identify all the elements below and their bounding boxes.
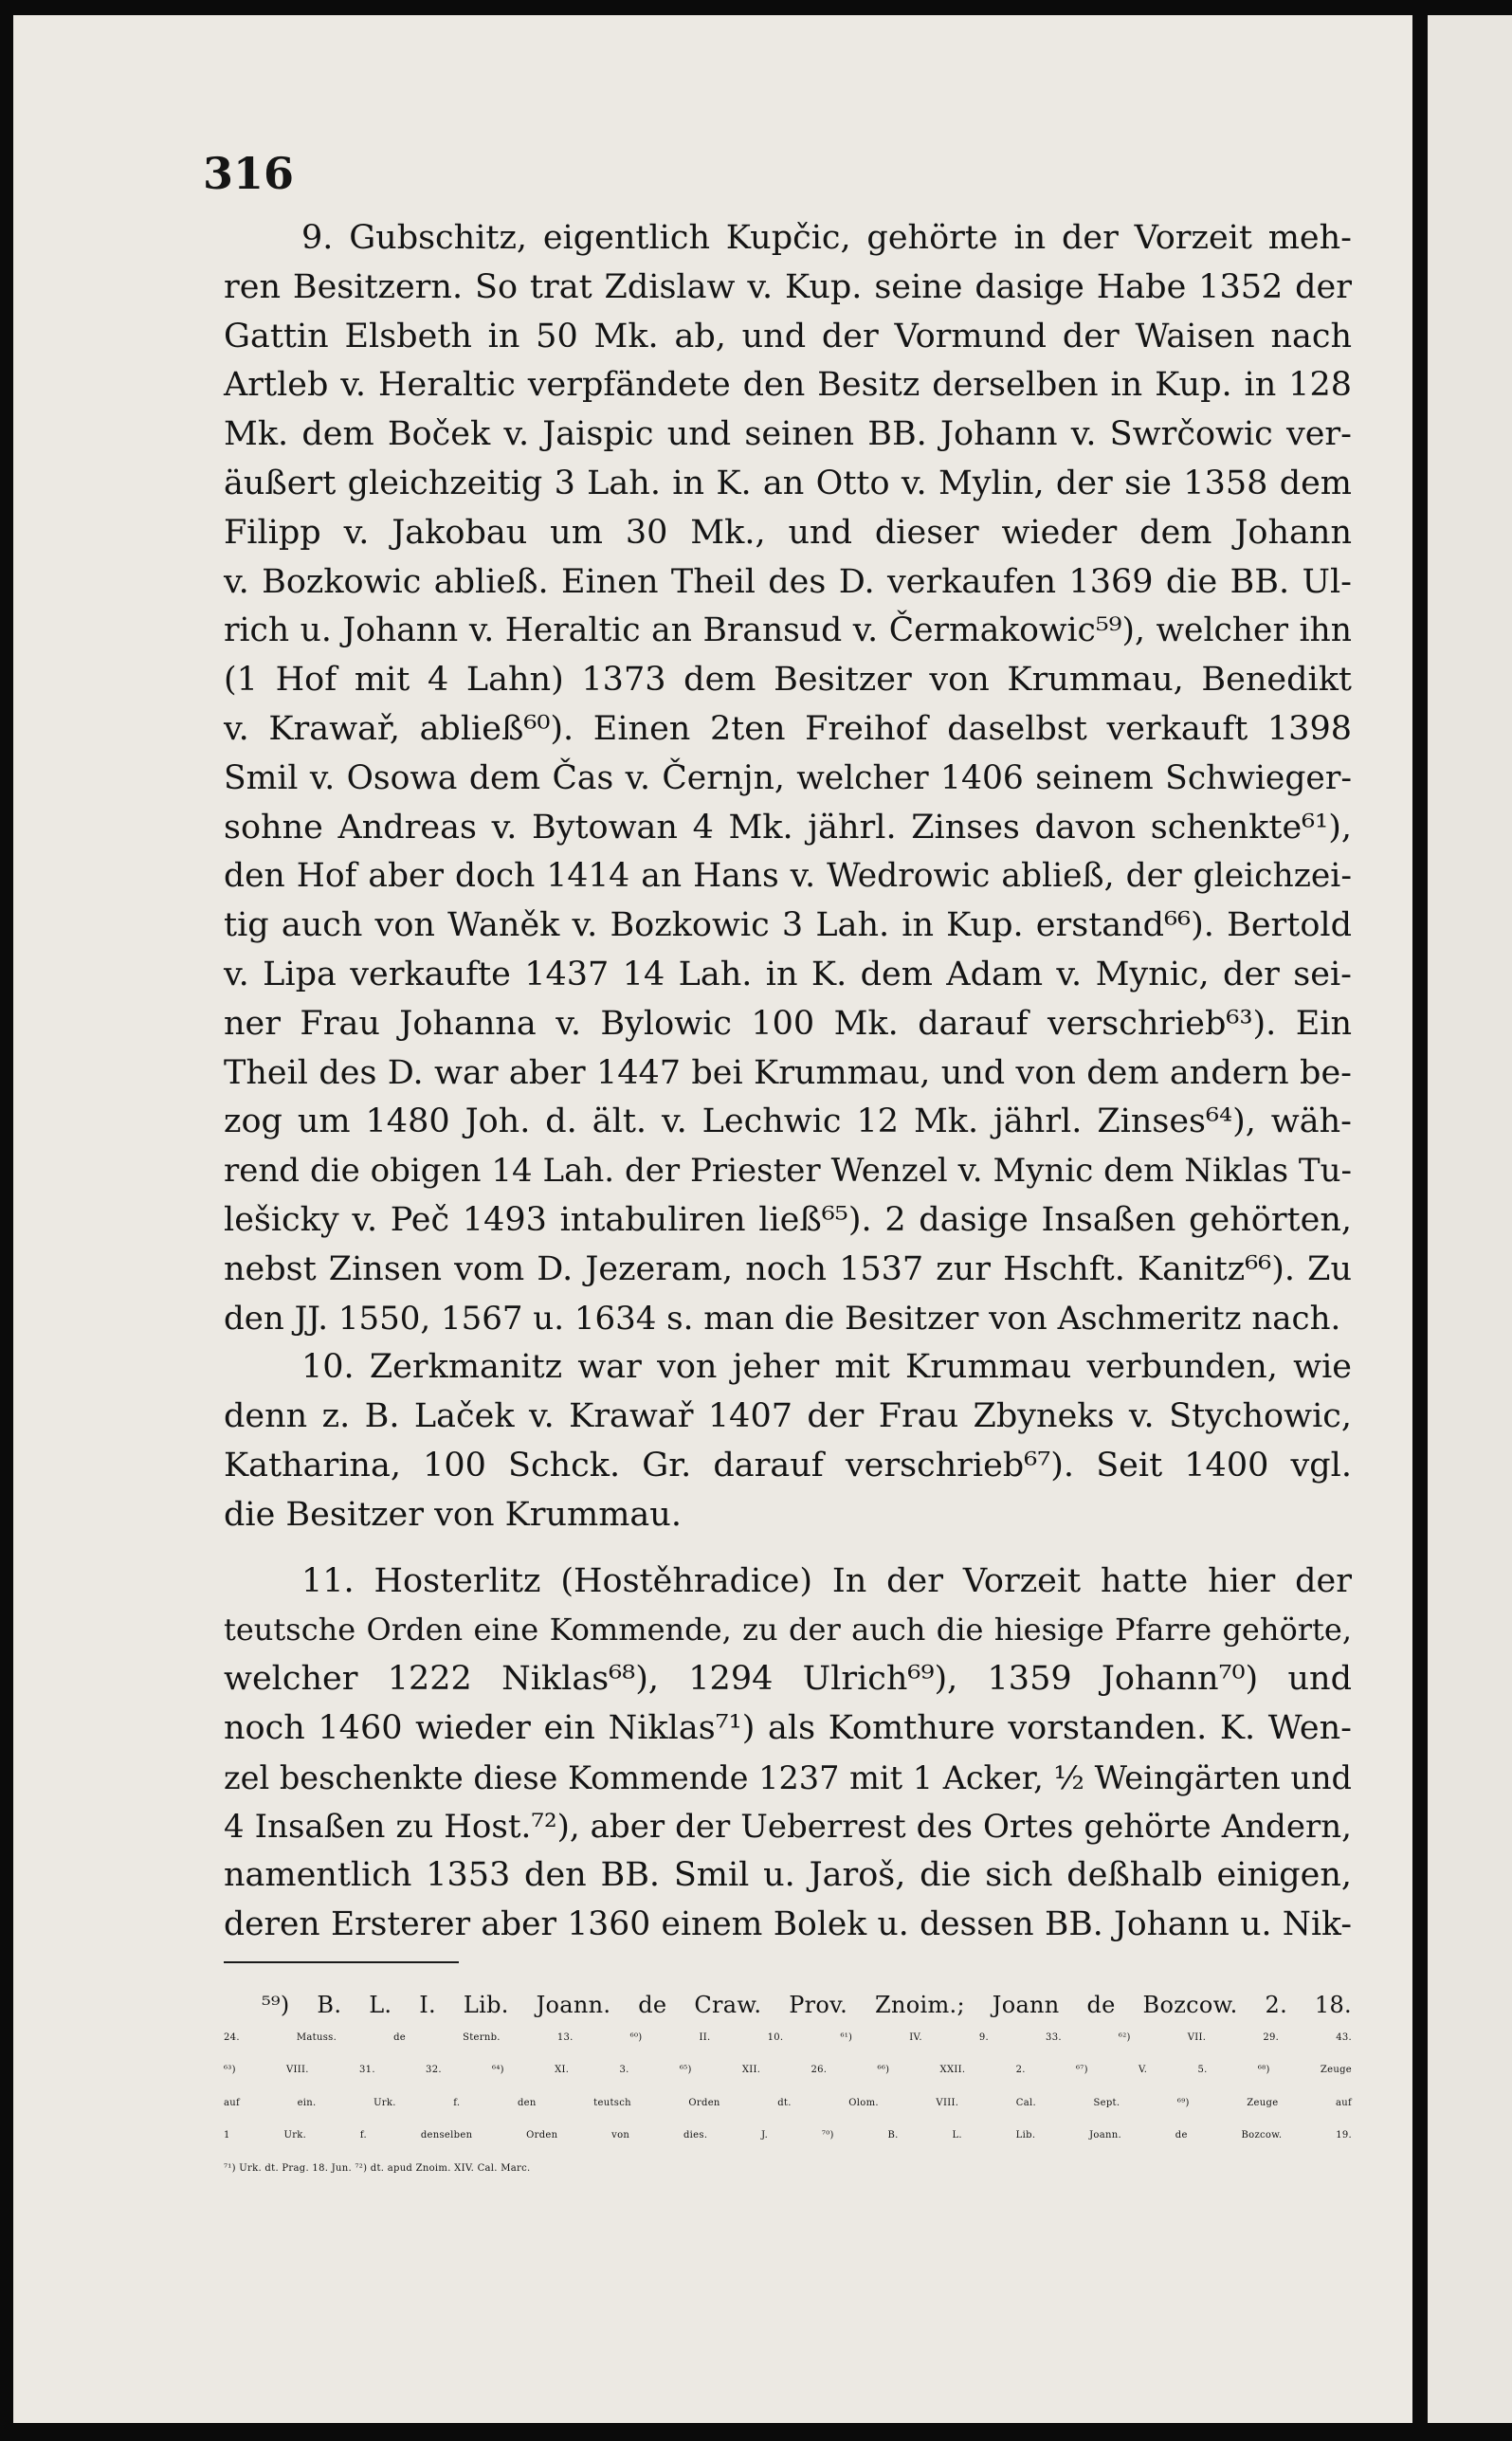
text-line: Theil des D. war aber 1447 bei Krummau, und von dem andern be- xyxy=(224,1053,1352,1092)
text-line: deren Ersterer aber 1360 einem Bolek u. dessen BB. Johann u. Nik- xyxy=(224,1905,1352,1944)
text-line: welcher 1222 Niklas⁶⁸), 1294 Ulrich⁶⁹), 1359 Johann⁷⁰) und xyxy=(224,1660,1352,1699)
text-line: teutsche Orden eine Kommende, zu der auch die hiesige Pfarre gehörte, xyxy=(224,1612,1352,1649)
footnote-line: ⁵⁹) B. L. I. Lib. Joann. de Craw. Prov. Znoim.; Joann de Bozcow. 2. 18. xyxy=(262,1992,1352,2018)
text-line: Mk. dem Boček v. Jaispic und seinen BB. Johann v. Swrčowic ver- xyxy=(224,415,1352,454)
page-number: 316 xyxy=(203,148,295,199)
footnote-line: 24. Matuss. de Sternb. 13. ⁶⁰) II. 10. ⁶¹) IV. 9. 33. ⁶²) VII. 29. 43. xyxy=(224,2031,1352,2043)
text-line: Smil v. Osowa dem Čas v. Černjn, welcher 1406 seinem Schwieger- xyxy=(224,758,1352,797)
text-line: (1 Hof mit 4 Lahn) 1373 dem Besitzer von Krummau, Benedikt xyxy=(224,661,1352,700)
text-line: ren Besitzern. So trat Zdislaw v. Kup. seine dasige Habe 1352 der xyxy=(224,267,1352,306)
text-line: zog um 1480 Joh. d. ält. v. Lechwic 12 Mk. jährl. Zinses⁶⁴), wäh- xyxy=(224,1102,1352,1141)
footnote-rule xyxy=(224,1961,459,1963)
text-line: v. Krawař, abließ⁶⁰). Einen 2ten Freihof daselbst verkauft 1398 xyxy=(224,709,1352,748)
text-line: 11. Hosterlitz (Hostěhradice) In der Vorzeit hatte hier der xyxy=(301,1561,1352,1600)
footnote-line: 1 Urk. f. denselben Orden von dies. J. ⁷⁰) B. L. Lib. Joann. de Bozcow. 19. xyxy=(224,2130,1352,2140)
text-line: 4 Insaßen zu Host.⁷²), aber der Ueberrest des Ortes gehörte Andern, xyxy=(224,1807,1352,1846)
text-line: denn z. B. Laček v. Krawař 1407 der Frau Zbyneks v. Stychowic, xyxy=(224,1397,1352,1436)
text-line: ner Frau Johanna v. Bylowic 100 Mk. darauf verschrieb⁶³). Ein xyxy=(224,1004,1352,1043)
text-line: lešicky v. Peč 1493 intabuliren ließ⁶⁵). 2 dasige Insaßen gehörten, xyxy=(224,1200,1352,1239)
text-line: Katharina, 100 Schck. Gr. darauf verschrieb⁶⁷). Seit 1400 vgl. xyxy=(224,1446,1352,1485)
book-page xyxy=(13,15,1412,2423)
text-line: zel beschenkte diese Kommende 1237 mit 1 Acker, ½ Weingärten und xyxy=(224,1758,1352,1796)
text-line: sohne Andreas v. Bytowan 4 Mk. jährl. Zinses davon schenkte⁶¹), xyxy=(224,808,1352,847)
text-line: nebst Zinsen vom D. Jezeram, noch 1537 zur Hschft. Kanitz⁶⁶). Zu xyxy=(224,1249,1352,1288)
text-line: den Hof aber doch 1414 an Hans v. Wedrowic abließ, der gleichzei- xyxy=(224,857,1352,896)
text-line: Filipp v. Jakobau um 30 Mk., und dieser wieder dem Johann xyxy=(224,513,1352,552)
text-line: Artleb v. Heraltic verpfändete den Besitz derselben in Kup. in 128 xyxy=(224,366,1352,405)
text-line: tig auch von Waněk v. Bozkowic 3 Lah. in Kup. erstand⁶⁶). Bertold xyxy=(224,906,1352,945)
text-line: äußert gleichzeitig 3 Lah. in K. an Otto v. Mylin, der sie 1358 dem xyxy=(224,464,1352,502)
text-line: 9. Gubschitz, eigentlich Kupčic, gehörte in der Vorzeit meh- xyxy=(301,219,1352,257)
body-text xyxy=(224,214,1352,1950)
text-line: den JJ. 1550, 1567 u. 1634 s. man die Besitzer von Aschmeritz nach. xyxy=(224,1299,1341,1338)
footnote-line: ⁶³) VIII. 31. 32. ⁶⁴) XI. 3. ⁶⁵) XII. 26. ⁶⁶) XXII. 2. ⁶⁷) V. 5. ⁶⁸) Zeuge xyxy=(224,2065,1352,2075)
text-line: v. Lipa verkaufte 1437 14 Lah. in K. dem Adam v. Mynic, der sei- xyxy=(224,955,1352,993)
footnotes xyxy=(224,1989,1352,2185)
text-line: rich u. Johann v. Heraltic an Bransud v. Čermakowic⁵⁹), welcher ihn xyxy=(224,611,1352,650)
footnote-line: ⁷¹) Urk. dt. Prag. 18. Jun. ⁷²) dt. apud Znoim. XIV. Cal. Marc. xyxy=(224,2162,531,2174)
text-line: die Besitzer von Krummau. xyxy=(224,1495,682,1534)
text-line: Gattin Elsbeth in 50 Mk. ab, und der Vormund der Waisen nach xyxy=(224,317,1352,355)
paragraph-gap xyxy=(224,1540,1352,1558)
text-line: rend die obigen 14 Lah. der Priester Wenzel v. Mynic dem Niklas Tu- xyxy=(224,1152,1352,1191)
text-line: v. Bozkowic abließ. Einen Theil des D. verkaufen 1369 die BB. Ul- xyxy=(224,562,1352,601)
footnote-line: auf ein. Urk. f. den teutsch Orden dt. Olom. VIII. Cal. Sept. ⁶⁹) Zeuge auf xyxy=(224,2097,1352,2108)
adjacent-page-edge xyxy=(1428,15,1512,2423)
text-line: 10. Zerkmanitz war von jeher mit Krummau verbunden, wie xyxy=(301,1348,1352,1387)
text-line: namentlich 1353 den BB. Smil u. Jaroš, die sich deßhalb einigen, xyxy=(224,1856,1352,1895)
text-line: noch 1460 wieder ein Niklas⁷¹) als Komthure vorstanden. K. Wen- xyxy=(224,1708,1352,1747)
